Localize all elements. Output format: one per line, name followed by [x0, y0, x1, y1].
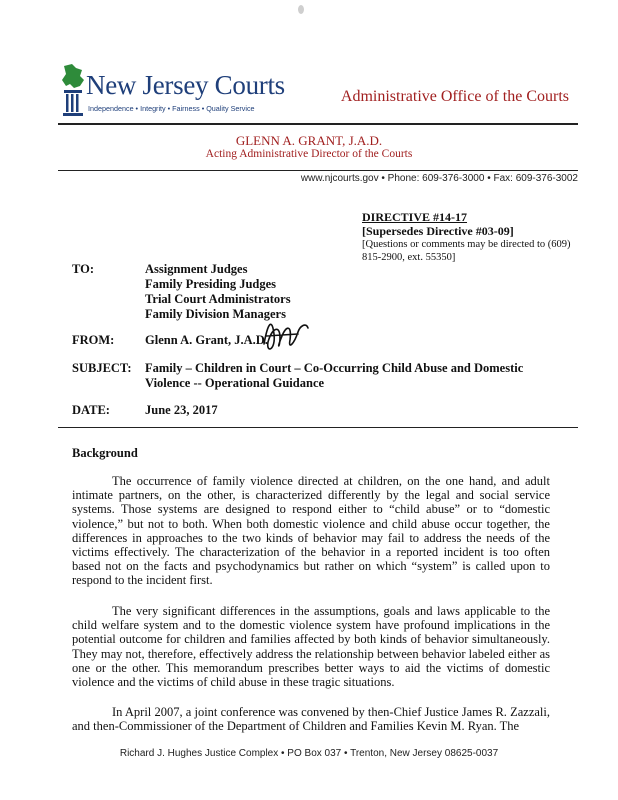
contact-line: www.njcourts.gov • Phone: 609-376-3000 • Fax: 609-376-3002 [300, 173, 578, 184]
subject-label: SUBJECT: [72, 361, 132, 375]
courthouse-emblem-icon [60, 64, 86, 120]
office-name: Administrative Office of the Courts [340, 88, 569, 105]
footer-address: Richard J. Hughes Justice Complex • PO Box 037 • Trenton, New Jersey 08625-0037 [119, 748, 499, 759]
paragraph: The occurrence of family violence directed at children, on the one hand, and adult intimate partners, on the other, is characterized differently by the legal and social service systems. Those systems are designed to respond either to “child abuse” or to “domestic violence,” but not to both. When both domestic violence and child abuse occur together, the differences in approaches to the two kinds of behavior may fail to address the needs of the victims effectively. The characterization of the behavior in a reported incident is too often based not on the facts and psychodynamics but rather on which “system” is called upon to respond to the incident first. [72, 474, 550, 588]
subject-value: Family – Children in Court – Co-Occurring Child Abuse and Domestic Violence -- Operational Guidance [145, 361, 524, 390]
directive-number: DIRECTIVE #14-17 [362, 210, 468, 224]
recipient: Assignment Judges [145, 262, 248, 276]
recipient: Family Presiding Judges [145, 277, 277, 291]
paragraph: In April 2007, a joint conference was convened by then-Chief Justice James R. Zazzali, and then-Commissioner of the Department of Children and Families Kevin M. Ryan. The [72, 705, 550, 734]
director-name: GLENN A. GRANT, J.A.D. [235, 133, 383, 148]
to-recipients [145, 262, 291, 322]
recipient: Trial Court Administrators [145, 292, 291, 306]
signature [258, 314, 314, 356]
nj-courts-logo [60, 64, 300, 124]
date-value: June 23, 2017 [145, 403, 218, 417]
supersedes-note: [Supersedes Directive #03-09] [362, 224, 514, 238]
contact-rule [58, 170, 578, 171]
section-heading: Background [72, 446, 138, 460]
questions-note: [Questions or comments may be directed to (609) 815-2900, ext. 55350] [362, 239, 571, 263]
header-rule [58, 123, 578, 125]
date-label: DATE: [72, 403, 110, 417]
director-title: Acting Administrative Director of the Courts [205, 148, 413, 160]
scan-mark [298, 5, 304, 14]
paragraph: The very significant differences in the assumptions, goals and laws applicable to the child welfare system and to the domestic violence system have profound implications in the potential outcome for children and families affected by both kinds of behavior simultaneously. They may not, therefore, effectively address the relationship between behavior labeled either as one or the other. This memorandum prescribes better ways to aid the victims of domestic violence and the victims of child abuse in these tragic situations. [72, 604, 550, 690]
from-value: Glenn A. Grant, J.A.D. [145, 333, 268, 347]
logo-title: New Jersey Courts [86, 70, 285, 100]
recipient: Family Division Managers [145, 307, 286, 321]
section-rule [58, 427, 578, 428]
to-label: TO: [72, 262, 94, 276]
logo-tagline: Independence • Integrity • Fairness • Quality Service [88, 104, 255, 113]
from-label: FROM: [72, 333, 115, 347]
